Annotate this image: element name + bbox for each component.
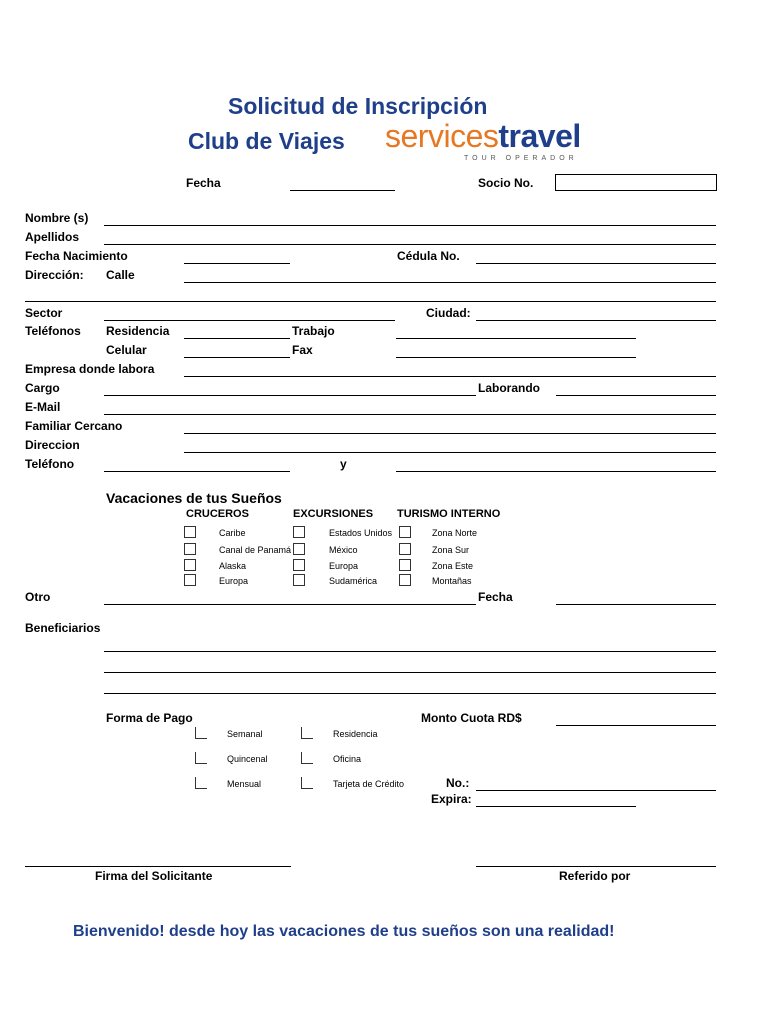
firma-label: Firma del Solicitante — [95, 869, 213, 883]
vacaciones-title: Vacaciones de tus Sueños — [106, 490, 282, 506]
familiar-label: Familiar Cercano — [25, 419, 123, 433]
cruceros-heading: CRUCEROS — [186, 508, 249, 520]
socio-label: Socio No. — [478, 176, 534, 190]
estados-unidos-label: Estados Unidos — [329, 528, 393, 538]
fecha-nacimiento-field[interactable] — [184, 263, 290, 264]
zona-sur-checkbox[interactable] — [399, 543, 411, 555]
mensual-checkbox[interactable] — [195, 777, 207, 789]
zona-sur-label: Zona Sur — [432, 545, 470, 555]
semanal-checkbox[interactable] — [195, 727, 207, 739]
referido-line[interactable] — [476, 866, 716, 867]
canal-panama-checkbox[interactable] — [184, 543, 196, 555]
trabajo-field[interactable] — [396, 338, 636, 339]
fax-field[interactable] — [396, 357, 636, 358]
tarjeta-no-field[interactable] — [476, 790, 716, 791]
celular-field[interactable] — [184, 357, 290, 358]
welcome-message: Bienvenido! desde hoy las vacaciones de tus sueños son una realidad! — [73, 923, 615, 940]
beneficiarios-label: Beneficiarios — [25, 621, 101, 635]
telefono-field-2[interactable] — [396, 471, 716, 472]
fecha-field[interactable] — [290, 190, 395, 191]
cedula-label: Cédula No. — [397, 249, 460, 263]
laborando-label: Laborando — [478, 381, 540, 395]
residencia-pago-checkbox[interactable] — [301, 727, 313, 739]
tarjeta-label: Tarjeta de Crédito — [333, 779, 405, 789]
logo-services-text: services — [385, 118, 499, 154]
logo-subtitle: TOUR OPERADOR — [464, 155, 578, 162]
email-field[interactable] — [104, 414, 716, 415]
telefono-label: Teléfono — [25, 457, 75, 471]
oficina-checkbox[interactable] — [301, 752, 313, 764]
firma-line[interactable] — [25, 866, 291, 867]
apellidos-field[interactable] — [104, 244, 716, 245]
direccion-familiar-field[interactable] — [184, 452, 716, 453]
monto-cuota-field[interactable] — [556, 725, 716, 726]
logo-travel-text: travel — [498, 118, 581, 154]
beneficiario-field-2[interactable] — [104, 672, 716, 673]
nombres-label: Nombre (s) — [25, 211, 89, 225]
monto-cuota-label: Monto Cuota RD$ — [421, 711, 522, 725]
referido-label: Referido por — [559, 869, 631, 883]
residencia-field[interactable] — [184, 338, 290, 339]
mexico-label: México — [329, 545, 358, 555]
montanas-checkbox[interactable] — [399, 574, 411, 586]
fecha-viaje-label: Fecha — [478, 590, 513, 604]
trabajo-label: Trabajo — [292, 324, 335, 338]
residencia-label: Residencia — [106, 324, 170, 338]
fecha-viaje-field[interactable] — [556, 604, 716, 605]
calle-field[interactable] — [184, 282, 716, 283]
otro-label: Otro — [25, 590, 51, 604]
oficina-label: Oficina — [333, 754, 362, 764]
direccion-label: Dirección: — [25, 268, 84, 282]
semanal-label: Semanal — [227, 729, 263, 739]
sector-field[interactable] — [104, 320, 395, 321]
mensual-label: Mensual — [227, 779, 262, 789]
telefonos-label: Teléfonos — [25, 324, 81, 338]
montanas-label: Montañas — [432, 576, 472, 586]
sector-label: Sector — [25, 306, 63, 320]
cedula-field[interactable] — [476, 263, 716, 264]
cargo-field[interactable] — [104, 395, 476, 396]
y-label: y — [340, 457, 347, 471]
familiar-field[interactable] — [184, 433, 716, 434]
fax-label: Fax — [292, 343, 313, 357]
forma-pago-label: Forma de Pago — [106, 711, 193, 725]
telefono-field-1[interactable] — [104, 471, 290, 472]
europa-cruceros-label: Europa — [219, 576, 249, 586]
apellidos-label: Apellidos — [25, 230, 80, 244]
sudamerica-label: Sudamérica — [329, 576, 378, 586]
expira-field[interactable] — [476, 806, 636, 807]
empresa-label: Empresa donde labora — [25, 362, 155, 376]
form-title: Solicitud de Inscripción — [228, 93, 488, 119]
sudamerica-checkbox[interactable] — [293, 574, 305, 586]
zona-norte-label: Zona Norte — [432, 528, 478, 538]
nombres-field[interactable] — [104, 225, 716, 226]
direccion-familiar-label: Direccion — [25, 438, 80, 452]
caribe-checkbox[interactable] — [184, 526, 196, 538]
beneficiario-field-3[interactable] — [104, 693, 716, 694]
estados-unidos-checkbox[interactable] — [293, 526, 305, 538]
socio-field[interactable] — [555, 174, 717, 191]
ciudad-field[interactable] — [476, 320, 716, 321]
zona-norte-checkbox[interactable] — [399, 526, 411, 538]
empresa-field[interactable] — [184, 376, 716, 377]
mexico-checkbox[interactable] — [293, 543, 305, 555]
alaska-checkbox[interactable] — [184, 559, 196, 571]
turismo-heading: TURISMO INTERNO — [397, 508, 501, 520]
tarjeta-no-label: No.: — [446, 776, 470, 790]
europa-excursiones-label: Europa — [329, 561, 359, 571]
residencia-pago-label: Residencia — [333, 729, 378, 739]
fecha-nacimiento-label: Fecha Nacimiento — [25, 249, 128, 263]
canal-panama-label: Canal de Panamá — [219, 545, 292, 555]
tarjeta-checkbox[interactable] — [301, 777, 313, 789]
direccion-extra-field[interactable] — [25, 301, 716, 302]
zona-este-label: Zona Este — [432, 561, 474, 571]
email-label: E-Mail — [25, 400, 61, 414]
otro-field[interactable] — [104, 604, 476, 605]
excursiones-heading: EXCURSIONES — [293, 508, 374, 520]
services-travel-logo — [385, 118, 581, 155]
expira-label: Expira: — [431, 792, 472, 806]
zona-este-checkbox[interactable] — [399, 559, 411, 571]
europa-excursiones-checkbox[interactable] — [293, 559, 305, 571]
cargo-label: Cargo — [25, 381, 60, 395]
europa-cruceros-checkbox[interactable] — [184, 574, 196, 586]
quincenal-label: Quincenal — [227, 754, 268, 764]
quincenal-checkbox[interactable] — [195, 752, 207, 764]
calle-label: Calle — [106, 268, 135, 282]
alaska-label: Alaska — [219, 561, 247, 571]
celular-label: Celular — [106, 343, 147, 357]
fecha-label: Fecha — [186, 176, 221, 190]
laborando-field[interactable] — [556, 395, 716, 396]
caribe-label: Caribe — [219, 528, 246, 538]
beneficiario-field-1[interactable] — [104, 651, 716, 652]
form-subtitle: Club de Viajes — [188, 128, 345, 154]
ciudad-label: Ciudad: — [426, 306, 471, 320]
